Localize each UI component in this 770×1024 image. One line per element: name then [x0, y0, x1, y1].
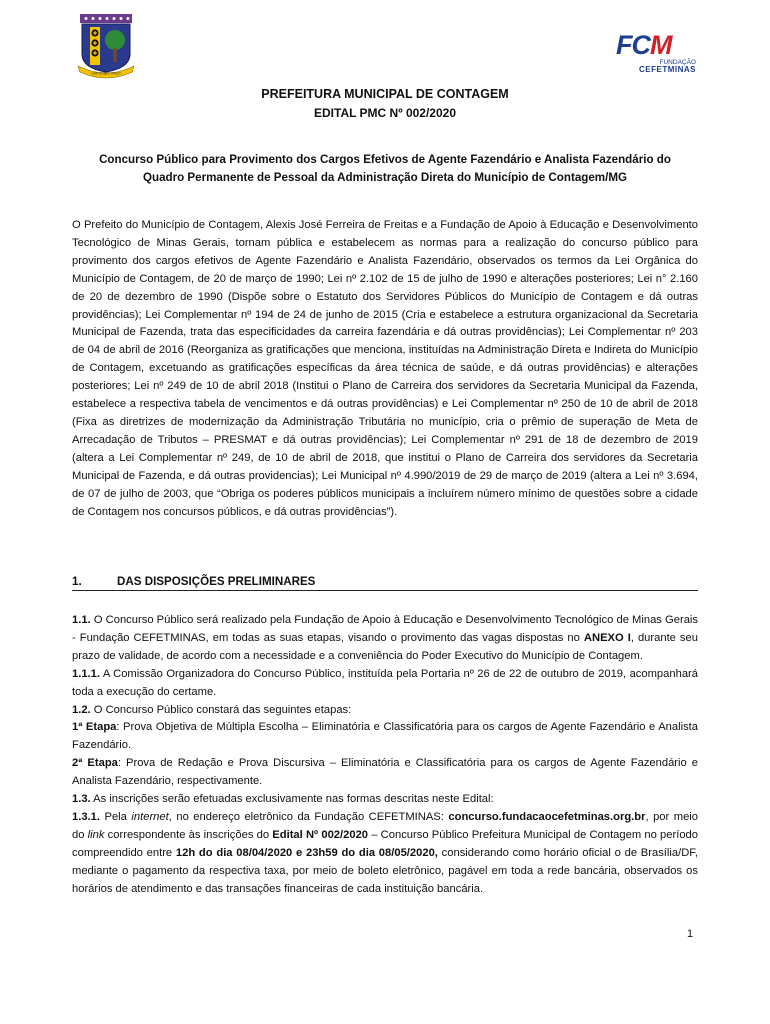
subject-line-1: Concurso Público para Provimento dos Cargos Efetivos de Agente Fazendário e Analista Fazendário do	[99, 153, 671, 166]
section-1-body	[72, 612, 698, 899]
clause-1-1: 1.1. O Concurso Público será realizado pela Fundação de Apoio à Educação e Desenvolvimento Tecnológico de Minas Gerais - Fundação CEFETMINAS, em todas as suas etapas, visando o provimento das vagas dispostas no ANEXO I, durante seu prazo de validade, de acordo com a necessidade e a conveniência do Poder Executivo do Município de Contagem.	[72, 614, 698, 662]
intro-paragraph: O Prefeito do Município de Contagem, Alexis José Ferreira de Freitas e a Fundação de Apoio à Educação e Desenvolvimento Tecnológico de Minas Gerais, tornam pública e estabelecem as normas para a realização do concurso público para provimento dos cargos efetivos de Agente Fazendário e Analista Fazendário, observados os termos da Lei Orgânica do Município de Contagem, de 20 de março de 1990; Lei nº 2.102 de 15 de julho de 1990 e alterações posteriores; Lei n° 2.160 de 20 de dezembro de 1990 (Dispõe sobre o Estatuto dos Servidores Públicos do Município de Contagem e dá outras providências); Lei Complementar nº 194 de 24 de junho de 2015 (Cria e estabelece a estrutura organizacional da Secretaria Municipal de Fazenda, trata das especificidades da carreira fazendária e dá outras providências); Lei Complementar nº 203 de 04 de abril de 2016 (Reorganiza as gratificações que menciona, instituídas na Administração Direta e Indireta do Município de Contagem, excetuando as gratificações específicas da área técnica de saúde, e dá outras providências) e alterações posteriores; Lei nº 249 de 10 de abril 2018 (Institui o Plano de Carreira dos servidores da Secretaria Municipal da Fazenda, estabelece a respectiva tabela de vencimentos e dá outras providências) e Lei Complementar nº 250 de 10 de abril de 2018 (Fixa as diretrizes de modernização da Administração Tributária no município, cria o prêmio de superação de Meta de Arrecadação de Tributos – PRESMAT e dá outras providências); Lei Complementar nº 291 de 18 de dezembro de 2019 (altera a Lei Complementar nº 249, de 10 de abril de 2018, que institui o Plano de Carreira dos servidores da Secretaria Municipal de Fazenda, e dá outras providencias); Lei Municipal nº 4.990/2019 de 29 de março de 2019 (altera a Lei nº 3.694, de 07 de julho de 2003, que “Obriga os poderes públicos municipais a incluírem número mínimo de questões sobre a cidade de Contagem nos concursos públicos, e dá outras providências”).	[72, 219, 698, 518]
fundacao-cefetminas-logo	[600, 26, 700, 76]
section-1-heading	[72, 575, 698, 591]
etapa-2: 2ª Etapa: Prova de Redação e Prova Discursiva – Eliminatória e Classificatória para os cargos de Agente Fazendário e Analista Fazendário, respectivamente.	[72, 757, 698, 788]
registration-website: concurso.fundacaocefetminas.org.br	[448, 810, 646, 823]
page-number: 1	[687, 928, 694, 940]
clause-1-3: 1.3. As inscrições serão efetuadas exclusivamente nas formas descritas neste Edital:	[72, 793, 494, 806]
clause-1-3-1: 1.3.1. Pela internet, no endereço eletrônico da Fundação CEFETMINAS: concurso.fundacaocefetminas.org.br, por meio do link correspondente às inscrições do Edital Nº 002/2020 – Concurso Público Prefeitura Municipal de Contagem no período compreendido entre 12h do dia 08/04/2020 e 23h59 do dia 08/05/2020, considerando como horário oficial o de Brasília/DF, mediante o pagamento da respectiva taxa, por meio de boleto eletrônico, pagável em toda a rede bancária, observados os horários de atendimento e das transações financeiras de cada instituição bancária.	[72, 810, 699, 895]
clause-1-1-1: 1.1.1. A Comissão Organizadora do Concurso Público, instituída pela Portaria nº 26 de 22 de outubro de 2019, acompanhará toda a execução do certame.	[72, 667, 698, 698]
edital-number: EDITAL PMC Nº 002/2020	[314, 106, 456, 120]
fcm-logo-subtitle: FUNDAÇÃO CEFETMINAS	[639, 59, 696, 74]
page-title: PREFEITURA MUNICIPAL DE CONTAGEM	[261, 87, 509, 101]
fcm-logo-mark: FCM	[616, 30, 672, 60]
etapa-1: 1ª Etapa: Prova Objetiva de Múltipla Escolha – Eliminatória e Classificatória para os cargos de Agente Fazendário e Analista Fazendário.	[72, 721, 698, 752]
subject-line-2: Quadro Permanente de Pessoal da Administração Direta do Município de Contagem/MG	[142, 171, 628, 184]
crest-motto: UNI NOBIS UNUS	[91, 71, 121, 76]
clause-1-2: 1.2. O Concurso Público constará das seguintes etapas:	[72, 703, 352, 716]
section-title: DAS DISPOSIÇÕES PRELIMINARES	[117, 575, 316, 588]
subject-heading	[70, 151, 700, 187]
contagem-coat-of-arms-icon	[76, 14, 136, 80]
section-number: 1.	[72, 575, 82, 588]
